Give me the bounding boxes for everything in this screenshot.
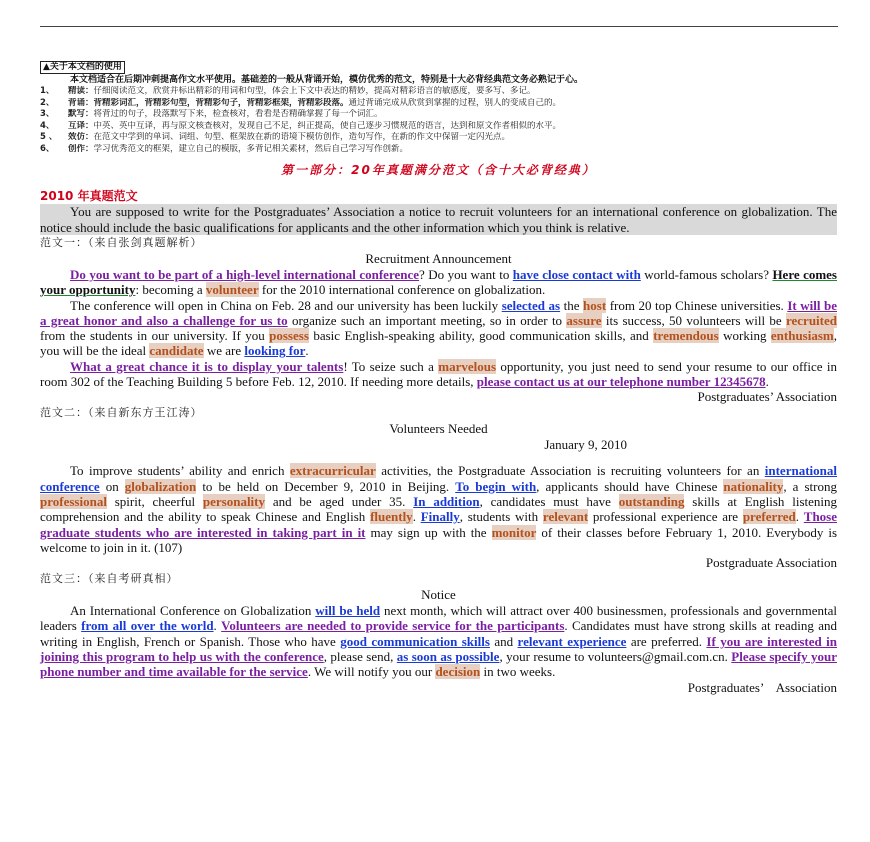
highlighted-word: professional — [40, 493, 107, 509]
highlighted-word: globalization — [124, 478, 197, 494]
highlighted-word: preferred — [742, 509, 796, 525]
underlined-phrase: as soon as possible — [396, 649, 500, 665]
sample-2-signature: Postgraduate Association — [705, 555, 837, 571]
text-run: we are — [203, 343, 245, 359]
highlighted-word: relevant — [542, 509, 589, 525]
text-run: . — [213, 618, 222, 634]
sample-1-paragraph-1 — [40, 267, 837, 298]
text-run: , applicants should have Chinese — [536, 478, 724, 494]
usage-item-key: 默写： — [68, 109, 94, 119]
underlined-phrase: It will be a great honor and also a challenge for us to — [40, 297, 837, 328]
underlined-phrase: To begin with — [455, 478, 537, 494]
usage-item-number: 1、 — [40, 86, 55, 96]
text-run: in two weeks. — [480, 664, 556, 680]
sample-1-paragraph-3 — [40, 359, 837, 390]
underlined-phrase: will be held — [315, 603, 381, 619]
text-run: . — [412, 509, 421, 525]
usage-item-text: 中英、英中互译，再与原文核查核对，发现自己不足，纠正提高，使自己逐步习惯规范的语言，达到和原文作者相似的水平。 — [93, 120, 562, 131]
text-run: ? Do you want to — [419, 267, 513, 282]
text-run: professional experience are — [588, 509, 743, 525]
text-run: from 20 top Chinese universities. — [606, 297, 788, 313]
text-run: and be aged under 35. — [265, 493, 414, 509]
usage-item — [40, 121, 837, 133]
text-run: opportunity, you just need to send your resume to our office in room 302 of the Teaching Building 5 before Feb. 12, 2010. If needing more details, — [40, 358, 837, 390]
sample-1-title: Recruitment Announcement — [365, 251, 512, 266]
part-title: 第一部分：20年真题满分范文（含十大必背经典） — [281, 163, 596, 177]
usage-title: ▲关于本文档的使用 — [40, 61, 125, 74]
sample-2-date: January 9, 2010 — [544, 437, 627, 453]
sample-1-paragraph-2 — [40, 298, 837, 359]
highlighted-word: fluently — [370, 509, 413, 525]
document-page — [40, 56, 837, 696]
highlighted-word: possess — [269, 328, 309, 344]
underlined-phrase: In addition — [413, 493, 480, 509]
highlighted-word: monitor — [491, 524, 537, 540]
header-rule — [40, 26, 838, 27]
usage-item-text: 将背过的句子，段落默写下来，检查核对，看看是否精确掌握了每一个词汇。 — [93, 109, 383, 119]
text-run: , students with — [459, 509, 543, 525]
usage-item-number: 4、 — [40, 120, 55, 131]
text-run: and — [489, 633, 518, 649]
text-run: To improve students’ ability and enrich — [70, 463, 290, 479]
underlined-phrase: Here comes your opportunity — [40, 267, 837, 298]
text-run: , your resume to volunteers@gmail.com.cn. — [499, 649, 732, 665]
underlined-phrase: good communication skills — [340, 633, 490, 649]
usage-item-key: 互译： — [68, 120, 94, 131]
usage-item-text: 学习优秀范文的框架，建立自己的模版，多背记相关素材，然后自己学习写作创新。 — [93, 143, 409, 154]
text-run: , please send, — [323, 649, 397, 665]
text-run: . Candidates must have strong skills at reading and writing in English, French or Spanish. Those who have — [40, 618, 837, 649]
sample-2-title: Volunteers Needed — [389, 421, 488, 437]
highlighted-word: extracurricular — [289, 463, 376, 479]
text-run: for the 2010 international conference on globalization. — [258, 282, 546, 298]
text-run: next month, which will attract over 400 businessmen, professionals and governmental leaders — [40, 603, 837, 634]
sample-3-signature: Postgraduates’ Association — [687, 679, 837, 695]
text-run: skills at English listening comprehension and the ability to speak Chinese and English — [40, 493, 837, 525]
underlined-phrase: looking for — [244, 343, 306, 359]
highlighted-word: decision — [435, 664, 481, 680]
underlined-phrase: from all over the world — [81, 618, 214, 634]
underlined-phrase: Volunteers are needed to provide service for the participants — [221, 618, 565, 634]
text-run: of their classes before February 1, 2010. Everybody is welcome to join in it. (107) — [40, 524, 837, 555]
usage-item — [40, 144, 837, 156]
underlined-phrase: Those graduate students who are interested in taking part in it — [40, 509, 838, 540]
underlined-phrase: selected as — [501, 297, 561, 313]
highlighted-word: nationality — [723, 478, 784, 494]
underlined-phrase: relevant experience — [517, 633, 627, 649]
usage-item-key: 创作： — [68, 143, 94, 154]
exam-prompt: You are supposed to write for the Postgraduates’ Association a notice to recruit volunteers for an international conference on globalization. The notice should include the basic qualifications for applicants and the other information which you think is relative. — [40, 204, 837, 235]
year-title: 2010 年真题范文 — [40, 189, 138, 203]
sample-3-title: Notice — [421, 587, 456, 603]
usage-item — [40, 109, 837, 121]
highlighted-word: host — [583, 297, 607, 313]
text-run: . — [765, 374, 769, 390]
text-run: . We will notify you our — [307, 664, 436, 680]
highlighted-word: outstanding — [618, 493, 685, 509]
text-run: , a strong — [783, 478, 837, 494]
text-run: An International Conference on Globalization — [70, 603, 316, 619]
sample-3-paragraph-1 — [40, 603, 837, 679]
sample-3-heading: 范文三：（来自考研真相） — [40, 572, 179, 586]
usage-list — [40, 86, 837, 155]
usage-item-key: 精读： — [68, 86, 94, 96]
usage-item-number: 6、 — [40, 143, 55, 154]
usage-item-key: 背诵：背精彩词汇，背精彩句型，背精彩句子，背精彩框架，背精彩段落。 — [68, 97, 349, 108]
text-run: the — [560, 297, 584, 313]
text-run: from the students in our university. If you — [40, 328, 270, 344]
text-run: working — [718, 328, 771, 344]
usage-item — [40, 98, 837, 110]
highlighted-word: assure — [566, 312, 602, 328]
usage-item-number: 5 、 — [40, 132, 58, 142]
text-run: . — [305, 343, 309, 359]
underlined-phrase: please contact us at our telephone number 12345678 — [476, 374, 766, 390]
usage-item-number: 3、 — [40, 109, 55, 119]
text-run: The conference will open in China on Feb. 28 and our university has been luckily — [70, 297, 502, 313]
text-run: its success, 50 volunteers will be — [601, 312, 786, 328]
usage-item — [40, 132, 837, 144]
text-run: are preferred. — [626, 633, 707, 649]
usage-note: 本文档适合在后期冲刺提高作文水平使用。基础差的一般从背诵开始，模仿优秀的范文，特别是十大必背经典范文务必熟记于心。 — [70, 75, 584, 85]
text-run: to be held on December 9, 2010 in Beijing. — [196, 478, 456, 494]
underlined-phrase: Finally — [420, 509, 460, 525]
sample-1-signature: Postgraduates’ Association — [697, 389, 837, 405]
highlighted-word: enthusiasm — [770, 328, 834, 344]
text-run: spirit, cheerful — [106, 493, 203, 509]
usage-item-text: 在范文中学到的单词、词组、句型、框架放在新的语境下模仿创作，造句写作，在新的作文中保留一定闪光点。 — [93, 132, 511, 142]
usage-item-key: 效仿： — [68, 132, 94, 142]
highlighted-word: marvelous — [438, 358, 497, 374]
text-run: basic English-speaking ability, good communication skills, and — [308, 328, 654, 344]
usage-item — [40, 86, 837, 98]
text-run: . — [795, 509, 804, 525]
text-run: activities, the Postgraduate Association is recruiting volunteers for an — [375, 463, 765, 479]
sample-2-paragraph-1 — [40, 463, 837, 555]
highlighted-word: candidate — [149, 343, 204, 359]
underlined-phrase: international conference — [40, 463, 837, 494]
text-run: organize such an important meeting, so in order to — [287, 312, 567, 328]
text-run: , candidates must have — [479, 493, 619, 509]
underlined-phrase: What a great chance it is to display your talents — [70, 358, 344, 374]
text-run: may sign up with the — [365, 524, 492, 540]
text-run: world-famous scholars? — [640, 267, 773, 282]
highlighted-word: volunteer — [205, 282, 259, 298]
sample-1-heading: 范文一：（来自张剑真题解析） — [40, 236, 203, 249]
text-run: on — [99, 478, 125, 494]
highlighted-word: tremendous — [653, 328, 719, 344]
highlighted-word: recruited — [785, 312, 838, 328]
underlined-phrase: Please specify your phone number and time available for the service — [40, 649, 838, 680]
usage-item-text: 仔细阅读范文，欣赏并标出精彩的用词和句型，体会上下文中表达的精妙，提高对精彩语言的敏感度，要多写、多记。 — [93, 86, 536, 96]
sample-2-heading: 范文二：（来自新东方王江涛） — [40, 406, 203, 420]
underlined-phrase: If you are interested in joining this program to help us with the conference — [40, 633, 837, 665]
underlined-phrase: Do you want to be part of a high-level international conference — [70, 267, 420, 282]
highlighted-word: personality — [202, 493, 266, 509]
underlined-phrase: have close contact with — [512, 267, 641, 282]
text-run: , you will be the ideal — [40, 328, 837, 359]
text-run: : becoming a — [135, 282, 206, 298]
text-run: ! To seize such a — [343, 358, 439, 374]
usage-item-text: 通过背诵完成从欣赏到掌握的过程，别人的变成自己的。 — [348, 97, 562, 108]
usage-item-number: 2、 — [40, 97, 55, 108]
